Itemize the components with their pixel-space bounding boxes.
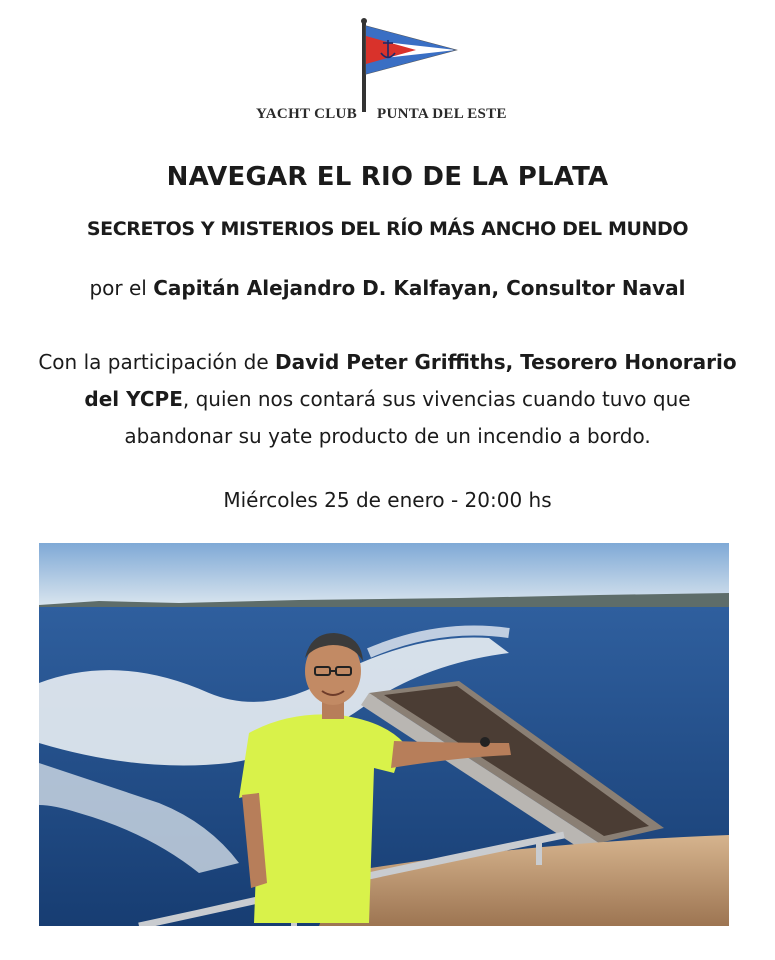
man-on-boat-photo	[39, 543, 729, 926]
event-participation	[30, 344, 745, 455]
club-logo	[0, 12, 775, 122]
event-subtitle: SECRETOS Y MISTERIOS DEL RÍO MÁS ANCHO DEL MUNDO	[86, 218, 689, 240]
event-date: Miércoles 25 de enero - 20:00 hs	[223, 488, 552, 512]
club-name-left: YACHT CLUB	[256, 106, 357, 122]
participation-guest: David Peter Griffiths, Tesorero Honorario del YCPE	[84, 350, 737, 411]
club-name-right: PUNTA DEL ESTE	[377, 106, 507, 122]
author-prefix: por el	[89, 276, 154, 300]
burgee-flag-icon	[356, 18, 461, 114]
participation-rest: , quien nos contará sus vivencias cuando tuvo que abandonar su yate producto de un incendio a bordo.	[124, 387, 691, 448]
event-title: NAVEGAR EL RIO DE LA PLATA	[166, 162, 609, 192]
event-author	[0, 276, 775, 300]
participation-prefix: Con la participación de	[38, 350, 276, 374]
author-name: Capitán Alejandro D. Kalfayan, Consultor Naval	[153, 276, 686, 300]
